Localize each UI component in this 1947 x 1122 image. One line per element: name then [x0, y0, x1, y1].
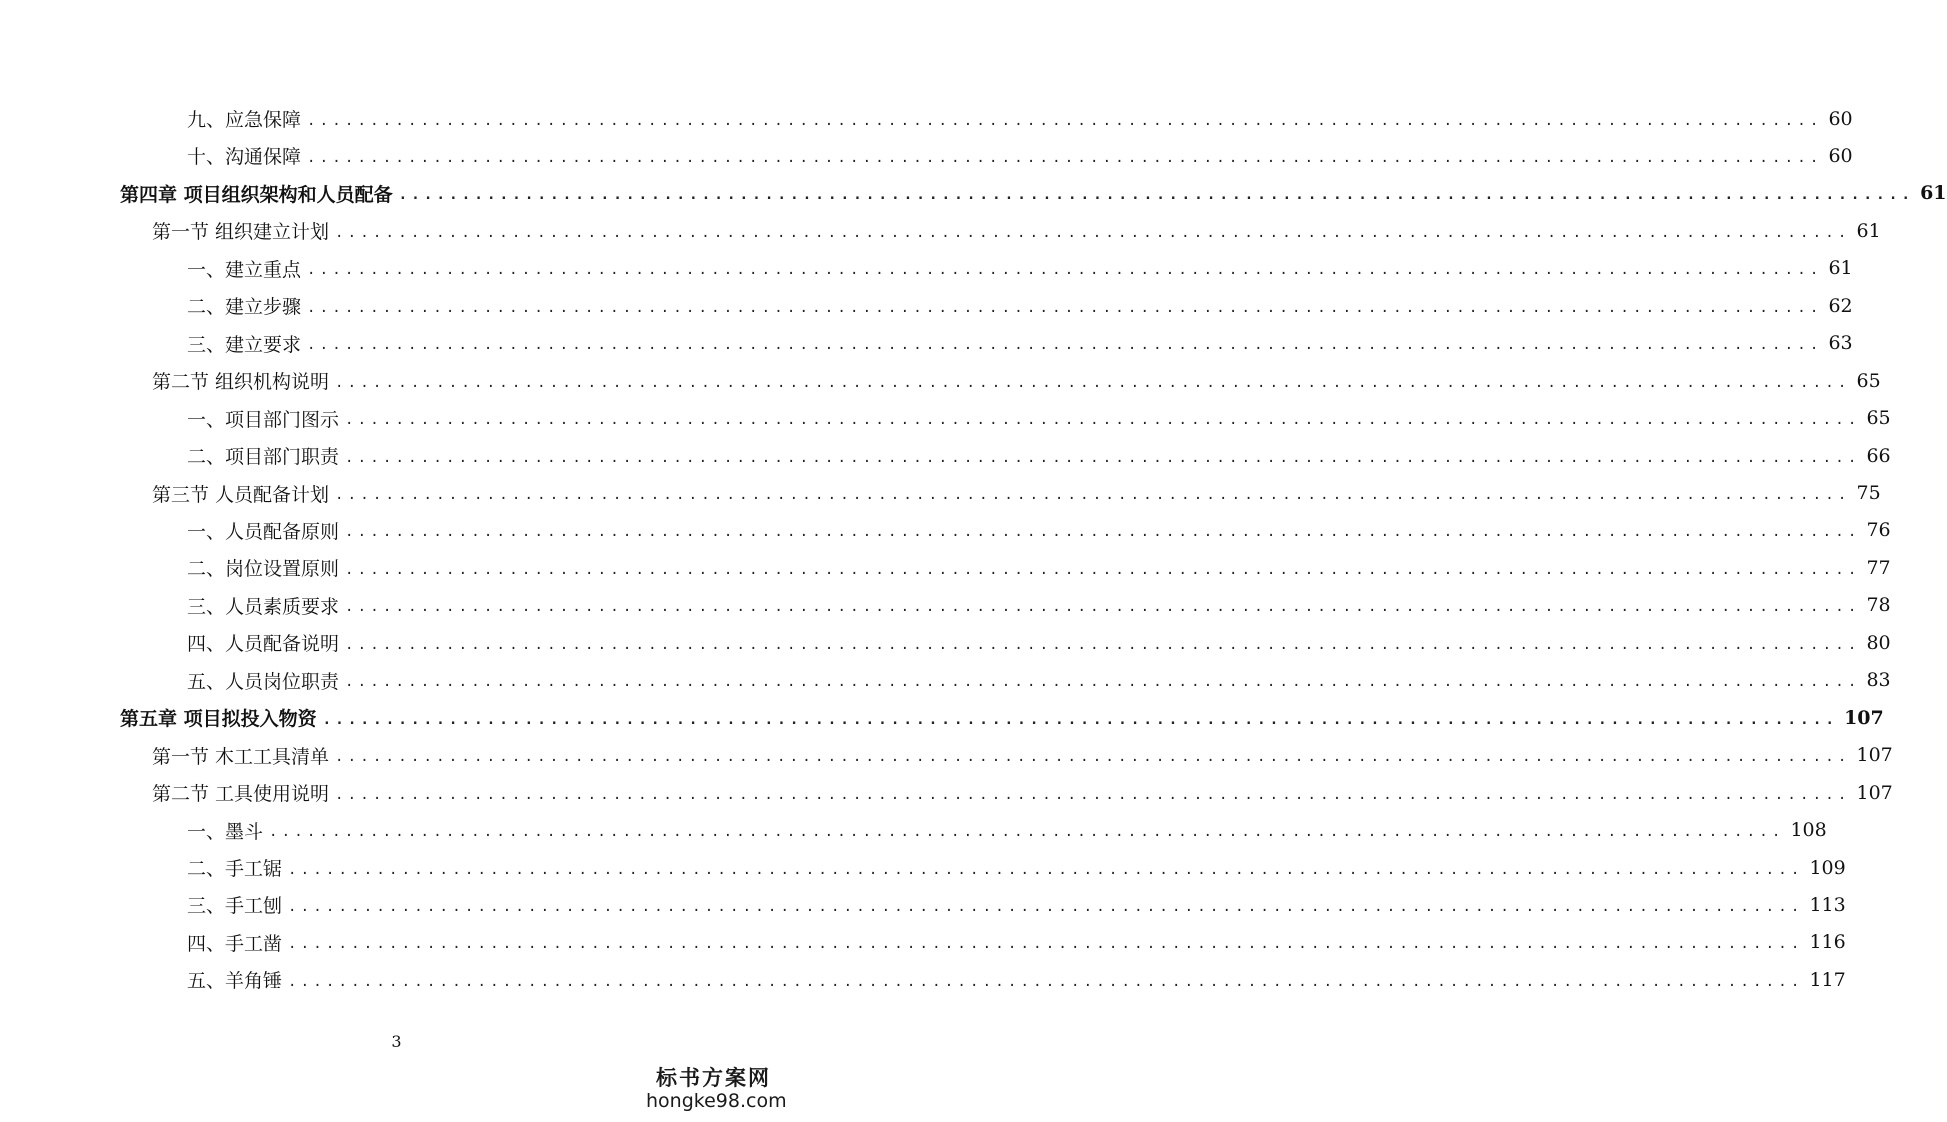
- toc-entry-label: 一、墨斗: [187, 820, 264, 843]
- toc-entry[interactable]: [187, 812, 1827, 849]
- toc-entry[interactable]: [187, 886, 1846, 923]
- toc-entry-page: 60: [1828, 107, 1853, 130]
- dot-leader: ........................................................................................................................: [345, 412, 1861, 429]
- toc-entry-label: 五、人员岗位职责: [187, 670, 340, 693]
- toc-entry-label: 第五章 项目拟投入物资: [120, 708, 317, 731]
- toc-entry[interactable]: [120, 699, 1884, 736]
- toc-entry-label: 三、建立要求: [187, 333, 302, 356]
- toc-entry-label: 第二节 组织机构说明: [152, 371, 330, 394]
- toc-entry-page: 107: [1844, 706, 1884, 729]
- toc-entry[interactable]: [187, 287, 1853, 324]
- toc-entry[interactable]: [187, 549, 1891, 586]
- toc-entry[interactable]: [187, 437, 1891, 474]
- toc-entry-label: 二、建立步骤: [187, 296, 302, 319]
- page-number: 3: [391, 1032, 402, 1051]
- toc-entry[interactable]: [187, 512, 1891, 549]
- dot-leader: ........................................................................................................................: [345, 449, 1861, 466]
- toc-entry-page: 107: [1856, 744, 1893, 767]
- dot-leader: ........................................................................................................................: [322, 711, 1839, 728]
- toc-entry-label: 二、项目部门职责: [187, 446, 340, 469]
- toc-entry-label: 第四章 项目组织架构和人员配备: [120, 183, 393, 206]
- dot-leader: ........................................................................................................................: [398, 187, 1915, 204]
- toc-entry-page: 61: [1828, 257, 1853, 280]
- toc-entry[interactable]: [187, 587, 1891, 624]
- toc-entry-label: 二、岗位设置原则: [187, 558, 340, 581]
- toc-entry-page: 63: [1828, 332, 1853, 355]
- toc-entry[interactable]: [187, 100, 1853, 137]
- toc-entry[interactable]: [152, 774, 1893, 811]
- dot-leader: ........................................................................................................................: [307, 337, 1823, 354]
- toc-entry-page: 60: [1828, 144, 1853, 167]
- toc-entry[interactable]: [187, 325, 1853, 362]
- dot-leader: ........................................................................................................................: [307, 149, 1823, 166]
- toc-entry-page: 77: [1866, 556, 1891, 579]
- toc-entry[interactable]: [152, 362, 1881, 399]
- toc-entry-page: 109: [1809, 856, 1846, 879]
- toc-entry[interactable]: [187, 924, 1846, 961]
- dot-leader: ........................................................................................................................: [335, 224, 1851, 241]
- toc-entry-page: 76: [1866, 519, 1891, 542]
- watermark-logo: [646, 1062, 787, 1112]
- dot-leader: ........................................................................................................................: [345, 561, 1861, 578]
- toc-entry-page: 61: [1856, 219, 1881, 242]
- dot-leader: ........................................................................................................................: [335, 749, 1851, 766]
- toc-entry-page: 62: [1828, 294, 1853, 317]
- toc-entry-label: 十、沟通保障: [187, 146, 302, 169]
- toc-entry[interactable]: [152, 475, 1881, 512]
- toc-entry-page: 66: [1866, 444, 1891, 467]
- toc-entry-page: 80: [1866, 631, 1891, 654]
- toc-entry[interactable]: [187, 849, 1846, 886]
- dot-leader: ........................................................................................................................: [307, 299, 1823, 316]
- toc-entry-label: 一、建立重点: [187, 258, 302, 281]
- toc-entry-label: 一、项目部门图示: [187, 408, 340, 431]
- watermark-en: hongke98.com: [646, 1090, 787, 1112]
- toc-entry-page: 108: [1790, 819, 1827, 842]
- dot-leader: ........................................................................................................................: [345, 524, 1861, 541]
- toc-entry-page: 78: [1866, 594, 1891, 617]
- toc-entry-label: 第一节 组织建立计划: [152, 221, 330, 244]
- toc-entry[interactable]: [187, 624, 1891, 661]
- dot-leader: ........................................................................................................................: [288, 861, 1804, 878]
- dot-leader: ........................................................................................................................: [345, 599, 1861, 616]
- toc-entry-label: 第一节 木工工具清单: [152, 745, 330, 768]
- toc-entry-page: 117: [1809, 968, 1846, 991]
- toc-entry[interactable]: [187, 662, 1891, 699]
- dot-leader: ........................................................................................................................: [288, 973, 1804, 990]
- toc-entry-label: 二、手工锯: [187, 858, 283, 880]
- toc-entry-page: 113: [1809, 893, 1846, 916]
- toc-entry-page: 65: [1856, 369, 1881, 392]
- dot-leader: ........................................................................................................................: [288, 898, 1804, 915]
- dot-leader: ........................................................................................................................: [335, 374, 1851, 391]
- dot-leader: ........................................................................................................................: [269, 824, 1785, 841]
- toc-entry[interactable]: [152, 212, 1881, 249]
- toc-entry-label: 四、人员配备说明: [187, 633, 340, 656]
- dot-leader: ........................................................................................................................: [335, 786, 1851, 803]
- toc-entry-page: 75: [1856, 482, 1881, 504]
- dot-leader: ........................................................................................................................: [345, 674, 1861, 691]
- toc-entry-page: 116: [1809, 931, 1846, 954]
- dot-leader: ........................................................................................................................: [307, 112, 1823, 129]
- toc-entry-page: 83: [1866, 669, 1891, 692]
- toc-entry[interactable]: [120, 175, 1947, 212]
- toc-entry-label: 九、应急保障: [187, 109, 302, 131]
- toc-entry-label: 三、手工刨: [187, 895, 283, 918]
- toc-entry-label: 第三节 人员配备计划: [152, 483, 330, 506]
- toc-entry-label: 第二节 工具使用说明: [152, 783, 330, 806]
- toc-entry[interactable]: [187, 137, 1853, 174]
- toc-entry-page: 65: [1866, 407, 1891, 430]
- dot-leader: ........................................................................................................................: [335, 487, 1851, 503]
- dot-leader: ........................................................................................................................: [307, 262, 1823, 279]
- watermark-cn: 标书方案网: [656, 1065, 771, 1090]
- toc-entry-label: 一、人员配备原则: [187, 520, 340, 543]
- dot-leader: ........................................................................................................................: [345, 636, 1861, 653]
- dot-leader: ........................................................................................................................: [288, 936, 1804, 953]
- toc-entry[interactable]: [187, 400, 1891, 437]
- toc-entry-page: 61: [1920, 182, 1947, 205]
- toc-entry[interactable]: [187, 961, 1846, 998]
- toc-entry[interactable]: [152, 737, 1893, 774]
- toc-entry-label: 五、羊角锤: [187, 970, 283, 993]
- toc-entry-page: 107: [1856, 781, 1893, 804]
- toc-entry-label: 四、手工凿: [187, 932, 283, 955]
- toc-entry-label: 三、人员素质要求: [187, 595, 340, 618]
- toc-entry[interactable]: [187, 250, 1853, 287]
